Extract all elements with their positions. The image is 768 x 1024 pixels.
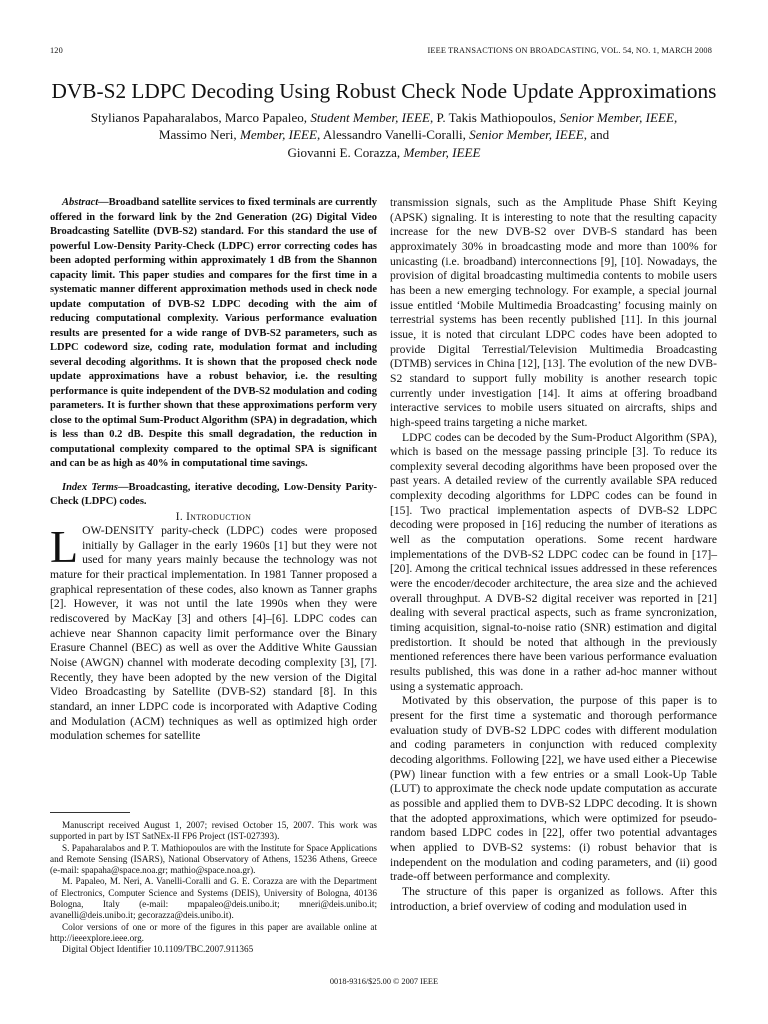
index-terms-text: Broadcasting, iterative decoding, Low-Density Parity-Check (LDPC) codes. xyxy=(50,481,378,507)
abstract xyxy=(50,196,377,472)
index-terms-dash: — xyxy=(117,481,129,493)
author-separator: , xyxy=(673,110,678,125)
footnote-doi: Digital Object Identifier 10.1109/TBC.2007.911365 xyxy=(62,944,254,955)
footnote-divider xyxy=(50,812,130,813)
running-header xyxy=(50,46,712,60)
author-names: , P. Takis Mathiopoulos, xyxy=(430,110,560,125)
copyright-footer: 0018-9316/$25.00 © 2007 IEEE xyxy=(329,977,439,986)
author-role: Senior Member, IEEE xyxy=(559,110,674,125)
paragraph-text: OW-DENSITY parity-check (LDPC) codes were proposed initially by Gallager in the early 1960s [1] but they were not used for many years mainly because the technology was not mature for their practical implementation. In 1981 Tanner proposed a graphical representation of these codes, also known as Tanner graphs [2]. However, it was not until the late 1990s when they were rediscovered by MacKay [3] and others [4]–[6]. LDPC codes can achieve near Shannon capacity limit performance over the Binary Erasure Channel (BEC) as well as over the Additive White Gaussian Noise (AWGN) channel with moderate decoding complexity [3], [7]. Recently, they have been adopted by the new version of the Digital Video Broadcasting by Satellite (DVB-S2) standard [8]. In this standard, an inner LDPC code is incorporated with Adaptive Coding and Modulation (ACM) techniques as well as optimized high order modulation schemes for satellite xyxy=(50,524,377,743)
drop-cap: L xyxy=(50,521,79,573)
index-terms xyxy=(50,481,377,510)
intro-paragraph-2: LDPC codes can be decoded by the Sum-Product Algorithm (SPA), which is based on the message passing principle [3]. To reduce its complexity several decoding algorithms have been proposed over the past years. A detailed review of the currently available SPA reduced complexity decoding algorithms for LDPC codes can be found in [15]. Two practical implementation aspects of DVB-S2 LDPC decoding were proposed in [16] reducing the number of iterations as well as the computation operations. Some recent hardware implementations of the DVB-S2 LDPC codec can be found in [17]–[20]. Among the critical technical issues addressed in these references were the encoder/decoder architecture, the area size and the achieved overall throughput. A DVB-S2 digital receiver was reported in [21] dealing with several practical aspects, such as frame syncronization, timing acquisition, signal-to-noise ratio (SNR) estimation and digital predistortion. It should be noted that although in the previously mentioned references there have been various performance evaluation results published, this was done in a rather ad-hoc manner without using a systematic approach. xyxy=(390,430,717,693)
abstract-dash: — xyxy=(98,197,109,208)
footnote-affiliation-2: M. Papaleo, M. Neri, A. Vanelli-Coralli and G. E. Corazza are with the Department of Electronics, Computer Science and Systems (DEIS), University of Bologna, 40136 Bologna, Italy (e-mail: mpapaleo@deis.unibo.it; mneri@deis.unibo.it; avanelli@deis.unibo.it; gecorazza@deis.unibo.it). xyxy=(50,876,377,921)
author-names: Massimo Neri, xyxy=(158,127,240,143)
section-title: Introduction xyxy=(186,510,252,523)
author-role: Senior Member, IEEE xyxy=(469,127,584,143)
author-names: , Alessandro Vanelli-Coralli, xyxy=(317,127,470,143)
footnotes xyxy=(50,820,377,956)
right-column xyxy=(390,196,717,914)
index-terms-label: Index Terms xyxy=(62,481,118,493)
author-line-1 xyxy=(40,109,728,126)
abstract-text: Broadband satellite services to fixed terminals are currently offered in the forward link by the 2nd Generation (2G) Digital Video Broadcasting Satellite (DVB-S2) standard. For this standard the use of powerful Low-Density Parity-Check (LDPC) error correcting codes has been adopted performing within approximately 1 dB from the Shannon capacity limit. This paper studies and compares for the first time in a systematic manner different approximation methods used in check node update computation of DVB-S2 LDPC decoding with the aim of reducing computational complexity. Various performance evaluation results are presented for a wide range of DVB-S2 parameters, such as LDPC codeword size, coding rate, modulation format and including several decoding algorithms. It is shown that the proposed check node update approximations have a robust behavior, i.e. the resulting performance is quite independent of the DVB-S2 modulation and coding parameters. It is further shown that these approximations perform very close to the optimal Sum-Product Algorithm (SPA) in degradation, which is less than 0.2 dB. Despite this small degradation, the reduction in computational complexity compared to the optimal SPA is significant and can be as high as 40% in computational time savings. xyxy=(50,197,377,469)
paper-title: DVB-S2 LDPC Decoding Using Robust Check Node Update Approximations xyxy=(51,79,717,103)
author-separator: , and xyxy=(583,127,610,143)
footnote-manuscript: Manuscript received August 1, 2007; revised October 15, 2007. This work was supported in part by IST SatNEx-II FP6 Project (IST-027393). xyxy=(50,820,377,842)
author-role: Student Member, IEEE xyxy=(310,110,430,125)
author-role: Member, IEEE xyxy=(403,144,481,160)
section-number: I. xyxy=(175,510,187,523)
intro-paragraph-3: Motivated by this observation, the purpose of this paper is to present for the first time a systematic and thorough performance evaluation study of DVB-S2 LDPC codes with different modulation and coding parameters in conjunction with reduced complexity decoding algorithms. Following [22], we have used either a Piecewise (PW) linear function with a few entries or a small Look-Up Table (LUT) to approximate the check node update computation as accurate as possible and applied them to DVB-S2 LDPC decoding. It is shown that the adopted approximations, which were optimized for pseudo-random based LDPC codes in [22], offer two potential advantages when applied to DVB-S2 systems: (i) robust behavior that is independent on the modulation and coding parameters, and (ii) good trade-off between performance and complexity. xyxy=(390,694,717,884)
abstract-label: Abstract xyxy=(62,197,99,208)
left-column xyxy=(50,196,377,744)
intro-paragraph-continued: transmission signals, such as the Amplitude Phase Shift Keying (APSK) signaling. It is interesting to note that the resulting capacity increase for the new DVB-S2 over DVB-S standard has been approximately 30% in broadcasting mode and more than 100% for unicasting (i.e. broadband) interconnections [9], [10]. Nowadays, the provision of digital broadcasting multimedia contents to mobile users has been a new emerging technology. For example, a special journal issue entitled ‘Mobile Multimedia Broadcasting’ focusing mainly on terrestrial systems has been recently published [11]. In this journal issue, it is noted that circulant LDPC codes have been adopted to provide Digital Terrestial/Television Multimedia Broadcasting (DTMB) services in China [12], [13]. The evolution of the new DVB-S2 standard to support fully mobility is another research topic currently under investigation [14]. It aims at offering broadband interactive services to mobile users situated on aircrafts, ships and high-speed trains targeting a niche market. xyxy=(390,196,717,429)
footnote-affiliation-1: S. Papaharalabos and P. T. Mathiopoulos are with the Institute for Space Applications and Remote Sensing (ISARS), National Observatory of Athens, 15236 Athens, Greece (e-mail: spapaha@space.noa.gr; mathio@space.noa.gr). xyxy=(50,842,377,876)
author-line-2 xyxy=(40,126,728,143)
author-names: Giovanni E. Corazza, xyxy=(287,144,404,160)
author-block xyxy=(40,109,728,161)
page-number: 120 xyxy=(50,46,63,55)
intro-paragraph-4: The structure of this paper is organized as follows. After this introduction, a brief overview of coding and modulation used in xyxy=(390,884,717,913)
author-line-3 xyxy=(40,144,728,161)
section-heading-introduction xyxy=(50,510,377,525)
journal-reference: IEEE TRANSACTIONS ON BROADCASTING, VOL. 54, NO. 1, MARCH 2008 xyxy=(427,46,712,55)
author-role: Member, IEEE xyxy=(239,127,318,143)
author-names: Stylianos Papaharalabos, Marco Papaleo, xyxy=(90,110,311,125)
intro-paragraph-1 xyxy=(50,521,377,744)
footnote-color-versions: Color versions of one or more of the figures in this paper are available online at http://ieeexplore.ieee.org. xyxy=(50,921,377,943)
